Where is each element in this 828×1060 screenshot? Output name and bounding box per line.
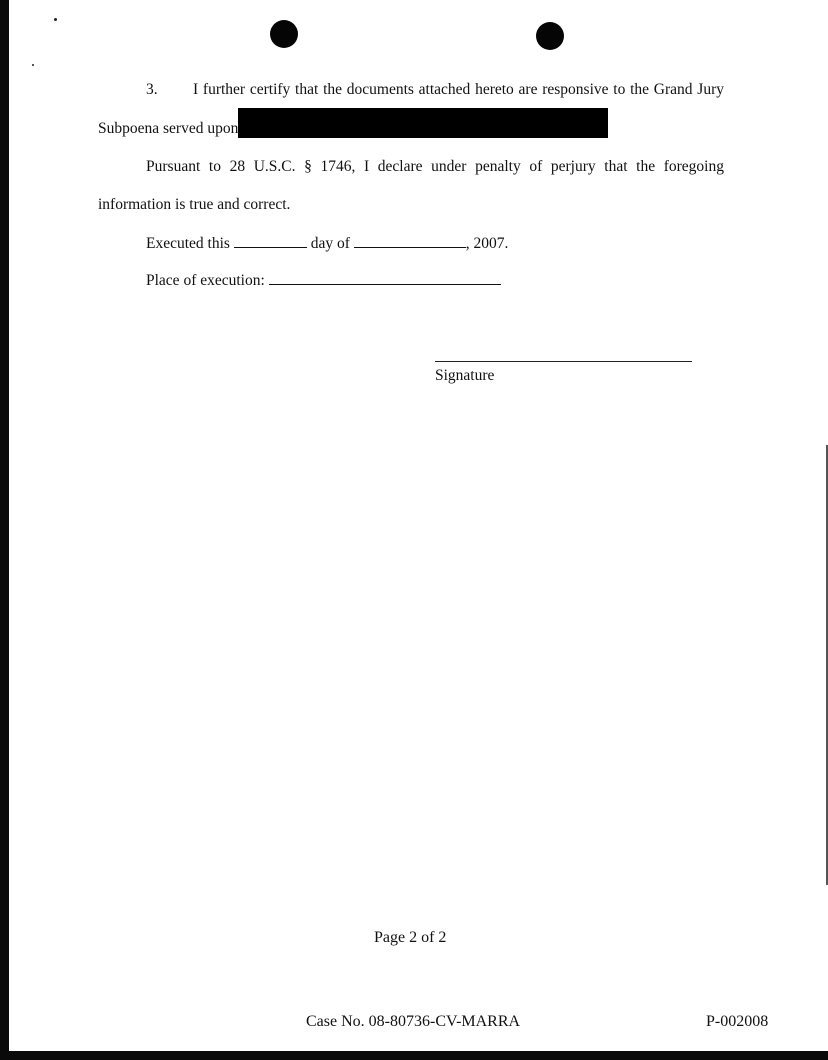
scan-edge-bottom (0, 1051, 828, 1060)
scan-speck (54, 18, 57, 21)
punch-hole-left (270, 20, 298, 48)
scan-speck (32, 64, 34, 66)
punch-hole-right (536, 22, 564, 50)
signature-label: Signature (435, 367, 495, 384)
place-line (146, 270, 501, 291)
executed-prefix: Executed this (146, 235, 230, 252)
scan-edge-left (0, 0, 9, 1060)
executed-suffix: , 2007. (465, 235, 509, 252)
place-label: Place of execution: (146, 272, 265, 289)
executed-middle: day of (310, 235, 350, 252)
page-number: Page 2 of 2 (374, 929, 447, 946)
month-blank[interactable] (354, 233, 466, 248)
day-blank[interactable] (234, 233, 307, 248)
place-blank[interactable] (269, 270, 501, 285)
declaration-line-1: Pursuant to 28 U.S.C. § 1746, I declare under penalty of perjury that the foregoing (146, 158, 724, 175)
paragraph-number: 3. (146, 81, 158, 98)
declaration-line-2: information is true and correct. (98, 196, 291, 213)
executed-line (146, 233, 508, 254)
paragraph-3-line-1: I further certify that the documents attached hereto are responsive to the Grand Jury (193, 81, 724, 98)
paragraph-3-line-2: Subpoena served upon (98, 120, 239, 137)
bates-number: P-002008 (706, 1013, 769, 1030)
case-number: Case No. 08-80736-CV-MARRA (306, 1013, 521, 1030)
signature-line[interactable] (435, 361, 692, 362)
redaction-box (238, 108, 608, 138)
